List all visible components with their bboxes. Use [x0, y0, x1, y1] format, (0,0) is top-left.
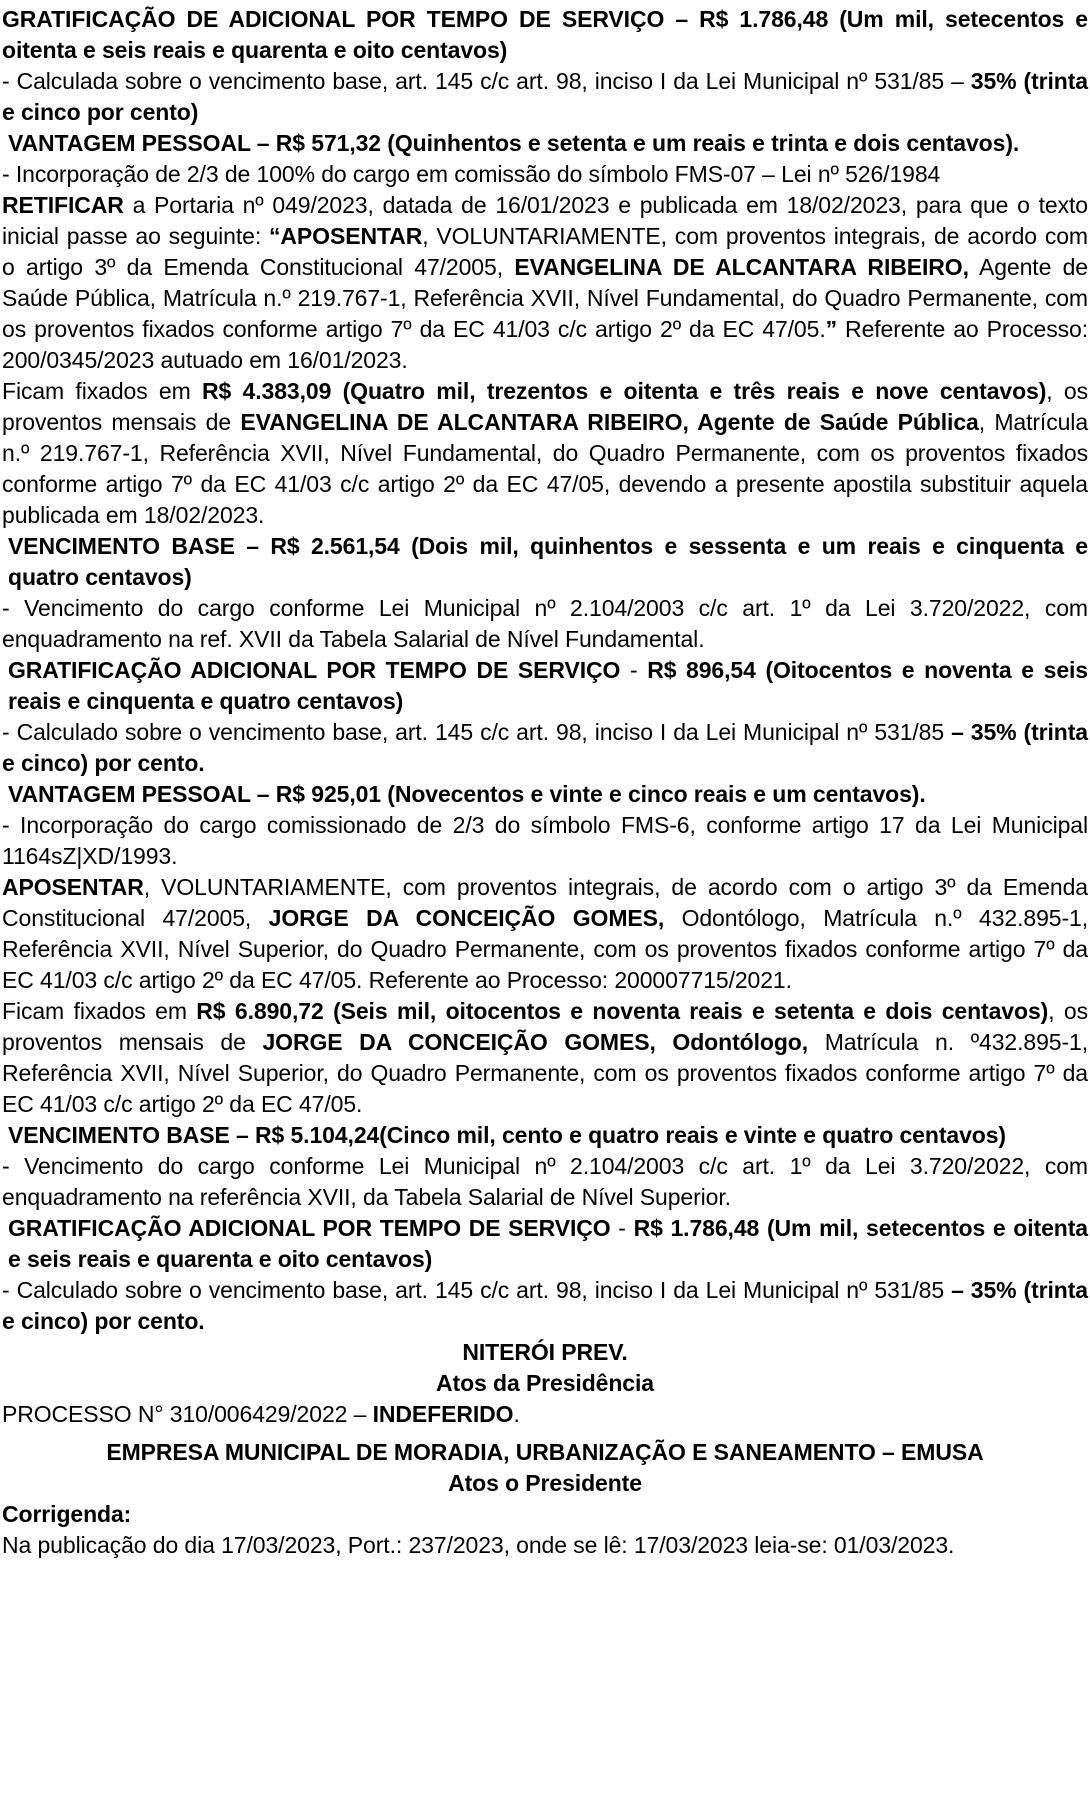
bold-text-run: – 35% (trinta e cinco) por cento. — [2, 719, 1088, 776]
paragraph — [2, 66, 1088, 128]
paragraph — [2, 4, 1088, 66]
paragraph — [2, 1275, 1088, 1337]
paragraph — [2, 872, 1088, 996]
text-run: a Portaria nº 049/2023, datada de 16/01/2023 e publicada em 18/02/2023, para que o texto inicial passe ao seguinte: — [2, 192, 1088, 249]
bold-text-run: JORGE DA CONCEIÇÃO GOMES, — [268, 905, 665, 931]
section-heading — [2, 1337, 1088, 1368]
text-run: Odontólogo, Matrícula n.º 432.895-1, Referência XVII, Nível Superior, do Quadro Permanente, com os proventos fixados conforme artigo 7º da EC 41/03 c/c artigo 2º da EC 47/05. Referente ao Processo: 200007715/2021. — [2, 905, 1088, 993]
text-run: . — [513, 1401, 520, 1427]
section-heading — [2, 1468, 1088, 1499]
text-run: - Vencimento do cargo conforme Lei Municipal nº 2.104/2003 c/c art. 1º da Lei 3.720/2022, com enquadramento na ref. XVII da Tabela Salarial de Nível Fundamental. — [2, 595, 1088, 652]
paragraph — [2, 996, 1088, 1120]
section-heading — [2, 1437, 1088, 1468]
paragraph — [2, 128, 1088, 159]
text-run: , Matrícula n.º 219.767-1, Referência XVII, Nível Fundamental, do Quadro Permanente, com os proventos fixados conforme artigo 7º da EC 41/03 c/c artigo 2º da EC 47/05, devendo a presente apostila substituir aquela publicada em 18/02/2023. — [2, 409, 1089, 528]
text-run: Matrícula n. º432.895-1, Referência XVII, Nível Superior, do Quadro Permanente, com os proventos fixados conforme artigo 7º da EC 41/03 c/c artigo 2º da EC 47/05. — [2, 1029, 1088, 1117]
text-run: Referente ao Processo: 200/0345/2023 autuado em 16/01/2023. — [2, 316, 1088, 373]
bold-text-run: “APOSENTAR — [269, 223, 423, 249]
paragraph — [2, 1120, 1088, 1151]
bold-text-run: Atos o Presidente — [448, 1470, 642, 1496]
text-run: , os proventos mensais de — [2, 998, 1089, 1055]
text-run: Na publicação do dia 17/03/2023, Port.: 237/2023, onde se lê: 17/03/2023 leia-se: 01/03/2023. — [2, 1532, 955, 1558]
text-run: Ficam fixados em — [2, 998, 197, 1024]
bold-text-run: EVANGELINA DE ALCANTARA RIBEIRO, — [514, 254, 969, 280]
text-run: Ficam fixados em — [2, 378, 203, 404]
bold-text-run: R$ 896,54 (Oitocentos e noventa e seis reais e cinquenta e quatro centavos) — [8, 657, 1089, 714]
text-run: - Incorporação de 2/3 de 100% do cargo em comissão do símbolo FMS-07 – Lei nº 526/1984 — [2, 161, 941, 187]
paragraph — [2, 655, 1088, 717]
bold-text-run: GRATIFICAÇÃO DE ADICIONAL POR TEMPO DE SERVIÇO – R$ 1.786,48 (Um mil, setecentos e oitenta e seis reais e quarenta e oito centavos) — [2, 6, 1088, 63]
bold-text-run: EMPRESA MUNICIPAL DE MORADIA, URBANIZAÇÃO E SANEAMENTO – EMUSA — [106, 1439, 984, 1465]
text-run: Agente de Saúde Pública, Matrícula n.º 219.767-1, Referência XVII, Nível Fundamental, do Quadro Permanente, com os proventos fixados conforme artigo 7º da EC 41/03 c/c artigo 2º da EC 47/05. — [2, 254, 1088, 342]
text-run: - Calculada sobre o vencimento base, art. 145 c/c art. 98, inciso I da Lei Municipal nº 531/85 – — [2, 68, 971, 94]
paragraph — [2, 1213, 1088, 1275]
section-heading — [2, 1368, 1088, 1399]
paragraph — [2, 779, 1088, 810]
paragraph — [2, 1151, 1088, 1213]
text-run: - — [610, 1215, 634, 1241]
bold-text-run: ” — [825, 316, 838, 342]
paragraph — [2, 159, 1088, 190]
bold-text-run: JORGE DA CONCEIÇÃO GOMES, Odontólogo, — [262, 1029, 809, 1055]
text-run: , VOLUNTARIAMENTE, com proventos integrais, de acordo com o artigo 3º da Emenda Constitucional 47/2005, — [2, 874, 1088, 931]
bold-text-run: Corrigenda: — [2, 1501, 132, 1527]
bold-text-run: VANTAGEM PESSOAL – R$ 925,01 (Novecentos e vinte e cinco reais e um centavos). — [8, 781, 926, 807]
paragraph — [2, 531, 1088, 593]
bold-text-run: Atos da Presidência — [436, 1370, 654, 1396]
bold-text-run: GRATIFICAÇÃO ADICIONAL POR TEMPO DE SERVIÇO — [8, 1215, 611, 1241]
bold-text-run: VANTAGEM PESSOAL – R$ 571,32 (Quinhentos e setenta e um reais e trinta e dois centavos). — [8, 130, 1020, 156]
text-run: - Incorporação do cargo comissionado de 2/3 do símbolo FMS-6, conforme artigo 17 da Lei Municipal 1164sZ|XD/1993. — [2, 812, 1088, 869]
bold-text-run: – 35% (trinta e cinco) por cento. — [2, 1277, 1088, 1334]
bold-text-run: R$ 6.890,72 (Seis mil, oitocentos e noventa reais e setenta e dois centavos) — [196, 998, 1049, 1024]
paragraph — [2, 190, 1088, 376]
text-run: - — [620, 657, 648, 683]
paragraph — [2, 376, 1088, 531]
paragraph — [2, 593, 1088, 655]
text-run: - Calculado sobre o vencimento base, art. 145 c/c art. 98, inciso I da Lei Municipal nº 531/85 — [2, 1277, 952, 1303]
bold-text-run: NITERÓI PREV. — [462, 1339, 628, 1365]
text-run: - Calculado sobre o vencimento base, art. 145 c/c art. 98, inciso I da Lei Municipal nº 531/85 — [2, 719, 952, 745]
bold-text-run: EVANGELINA DE ALCANTARA RIBEIRO, Agente de Saúde Pública — [240, 409, 979, 435]
bold-text-run: INDEFERIDO — [372, 1401, 514, 1427]
bold-text-run: VENCIMENTO BASE – R$ 5.104,24(Cinco mil, cento e quatro reais e vinte e quatro centavos) — [8, 1122, 1006, 1148]
text-run: , os proventos mensais de — [2, 378, 1089, 435]
text-run: - Vencimento do cargo conforme Lei Municipal nº 2.104/2003 c/c art. 1º da Lei 3.720/2022, com enquadramento na referência XVII, da Tabela Salarial de Nível Superior. — [2, 1153, 1088, 1210]
text-run: , VOLUNTARIAMENTE, com proventos integrais, de acordo com o artigo 3º da Emenda Constitucional 47/2005, — [2, 223, 1088, 280]
paragraph — [2, 1530, 1088, 1561]
paragraph — [2, 1499, 1088, 1530]
bold-text-run: RETIFICAR — [2, 192, 124, 218]
paragraph — [2, 717, 1088, 779]
bold-text-run: VENCIMENTO BASE – R$ 2.561,54 (Dois mil, quinhentos e sessenta e um reais e cinquenta e quatro centavos) — [8, 533, 1088, 590]
paragraph — [2, 1399, 1088, 1430]
text-run: PROCESSO N° 310/006429/2022 – — [2, 1401, 373, 1427]
paragraph — [2, 810, 1088, 872]
bold-text-run: R$ 1.786,48 (Um mil, setecentos e oitenta e seis reais e quarenta e oito centavos) — [8, 1215, 1088, 1272]
bold-text-run: APOSENTAR — [2, 874, 144, 900]
bold-text-run: R$ 4.383,09 (Quatro mil, trezentos e oitenta e três reais e nove centavos) — [202, 378, 1047, 404]
bold-text-run: GRATIFICAÇÃO ADICIONAL POR TEMPO DE SERVIÇO — [8, 657, 621, 683]
bold-text-run: 35% (trinta e cinco por cento) — [2, 68, 1088, 125]
